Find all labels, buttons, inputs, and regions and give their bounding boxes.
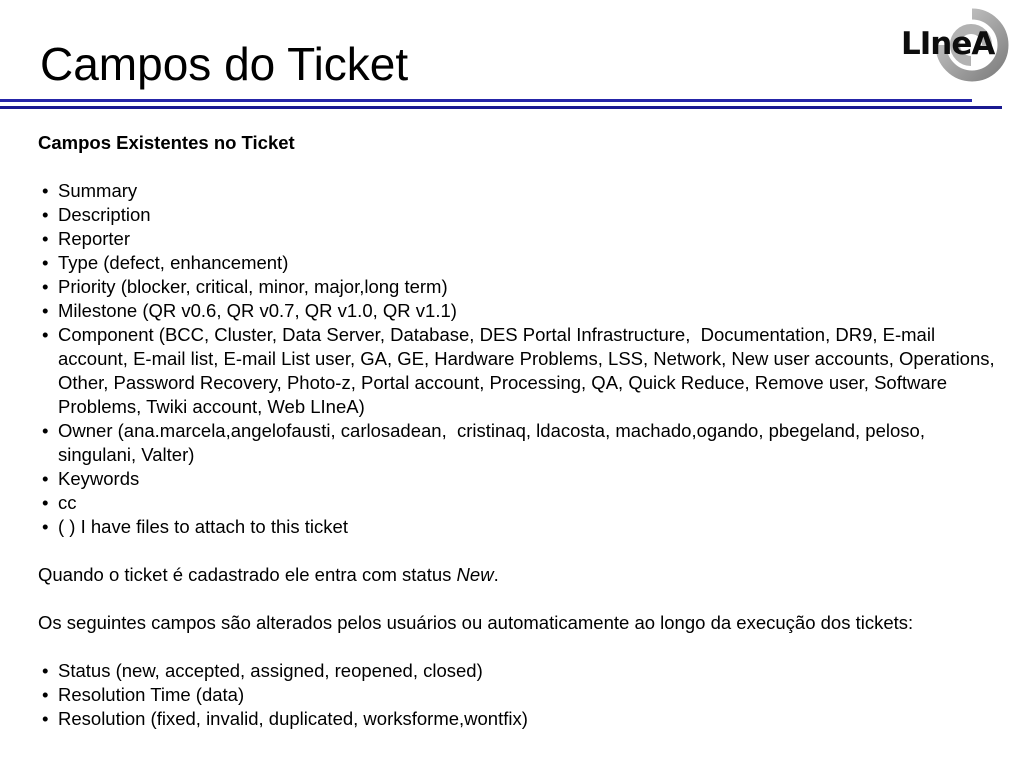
bullet-icon: • <box>42 276 49 297</box>
list-item <box>38 515 1000 539</box>
bullet-icon: • <box>42 492 49 513</box>
slide-title: Campos do Ticket <box>40 38 409 90</box>
list-item <box>38 227 1000 251</box>
list-item <box>38 323 1005 419</box>
list-item-text: ( ) I have files to attach to this ticket <box>58 516 348 537</box>
list-item-text: Keywords <box>58 468 140 489</box>
bullet-icon: • <box>42 420 49 441</box>
list-item-text: Description <box>58 204 151 225</box>
title-rule-bottom <box>0 106 1002 109</box>
changes-paragraph: Os seguintes campos são alterados pelos usuários ou automaticamente ao longo da execução dos tickets: <box>38 612 914 633</box>
bullet-icon: • <box>42 180 49 201</box>
list-item-text: Type (defect, enhancement) <box>58 252 289 273</box>
status-value-italic: New <box>456 564 494 585</box>
bullet-icon: • <box>42 708 49 729</box>
list-item-text: Reporter <box>58 228 130 249</box>
bullet-icon: • <box>42 660 49 681</box>
list-item-text: Priority (blocker, critical, minor, major,long term) <box>58 276 448 297</box>
ticket-fields-list <box>38 179 1005 539</box>
bullet-icon: • <box>42 300 49 321</box>
list-item <box>38 203 1000 227</box>
list-item-text: Owner (ana.marcela,angelofausti, carlosadean, cristinaq, ldacosta, machado,ogando, pbegeland, peloso, singulani, Valter) <box>58 420 931 465</box>
list-item <box>38 299 1000 323</box>
list-item <box>38 179 1000 203</box>
list-item-text: cc <box>58 492 77 513</box>
list-item-text: Resolution (fixed, invalid, duplicated, worksforme,wontfix) <box>58 708 528 729</box>
list-item-text: Component (BCC, Cluster, Data Server, Database, DES Portal Infrastructure, Documentation, DR9, E-mail account, E-mail list, E-mail List user, GA, GE, Hardware Problems, LSS, Network, New user accounts, Operations, Other, Password Recovery, Photo-z, Portal account, Processing, QA, Quick Reduce, Remove user, Software Problems, Twiki account, Web LIneA) <box>58 324 1005 417</box>
list-item <box>38 251 1000 275</box>
list-item-text: Status (new, accepted, assigned, reopened, closed) <box>58 660 483 681</box>
bullet-icon: • <box>42 684 49 705</box>
status-paragraph <box>38 563 1000 587</box>
list-item <box>38 275 1000 299</box>
list-item-text: Milestone (QR v0.6, QR v0.7, QR v1.0, QR v1.1) <box>58 300 457 321</box>
list-item <box>38 707 1000 731</box>
bullet-icon: • <box>42 516 49 537</box>
bullet-icon: • <box>42 204 49 225</box>
list-item <box>38 419 1000 467</box>
list-item <box>38 683 1000 707</box>
linea-logo <box>900 4 1012 88</box>
list-item <box>38 659 1000 683</box>
list-item-text: Resolution Time (data) <box>58 684 245 705</box>
list-item-text: Summary <box>58 180 138 201</box>
slide-body <box>38 131 1005 731</box>
status-paragraph-prefix: Quando o ticket é cadastrado ele entra com status <box>38 564 457 585</box>
bullet-icon: • <box>42 228 49 249</box>
changed-fields-list <box>38 659 1000 731</box>
bullet-icon: • <box>42 252 49 273</box>
status-paragraph-suffix: . <box>493 564 499 585</box>
body-heading: Campos Existentes no Ticket <box>38 132 295 153</box>
list-item <box>38 491 1000 515</box>
title-rule-top <box>0 99 972 102</box>
list-item <box>38 467 1000 491</box>
bullet-icon: • <box>42 468 49 489</box>
logo-wordmark: LIneA <box>901 26 995 62</box>
bullet-icon: • <box>42 324 49 345</box>
